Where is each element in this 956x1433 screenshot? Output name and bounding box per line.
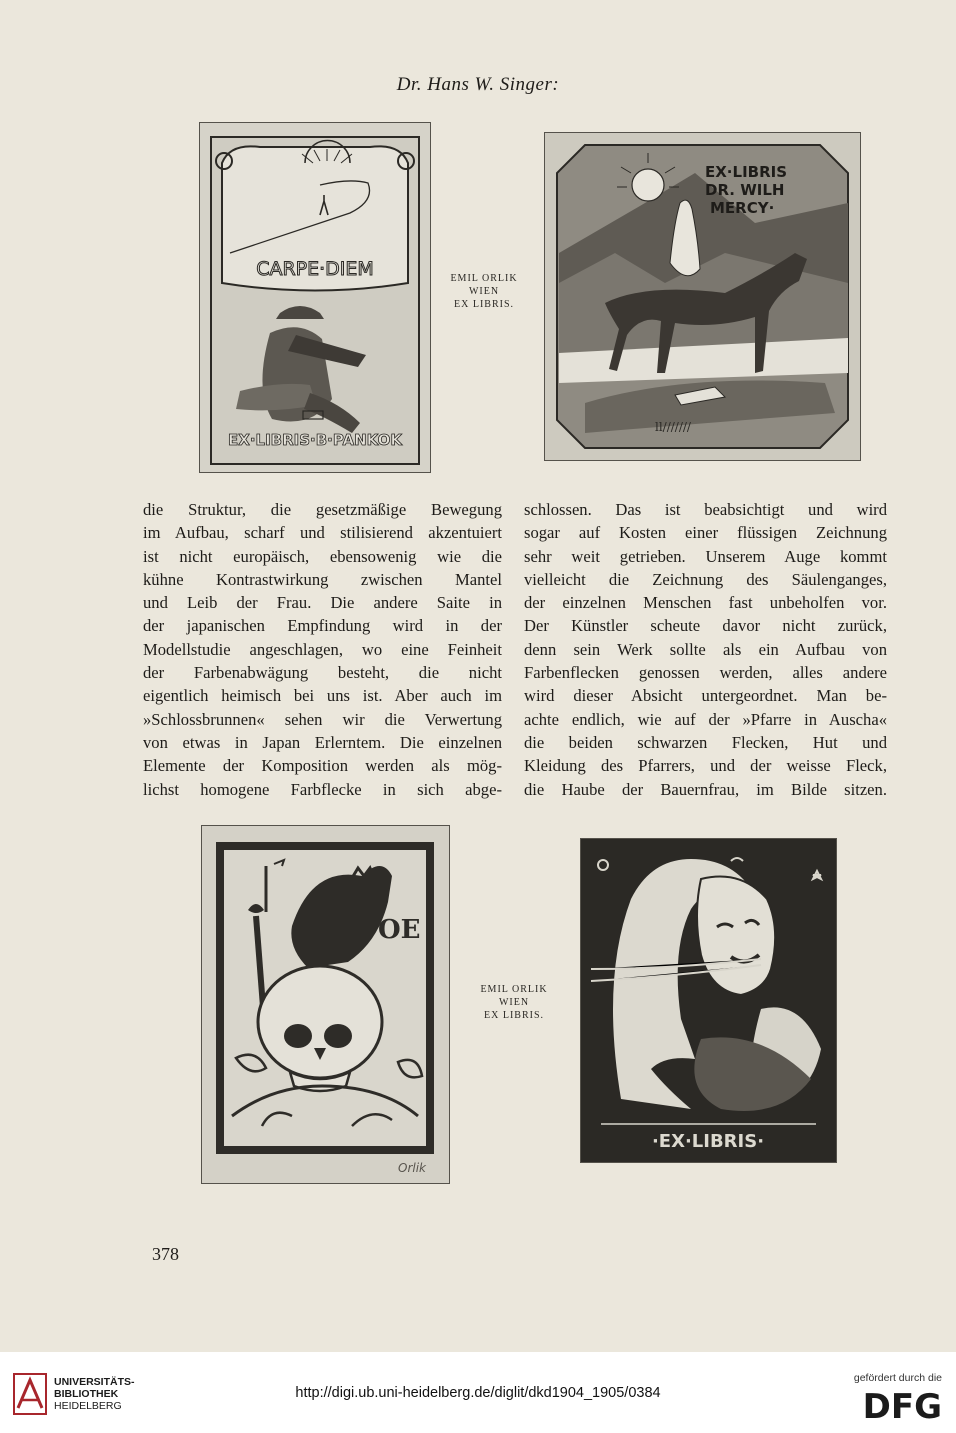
text-line: ist nicht europäisch, ebensowenig wie die [143,546,502,566]
text-line: von etwas in Japan Erlerntem. Die einzelnen [143,732,502,752]
bookplate-skull-signature: Orlik [398,1161,426,1175]
text-line: und Leib der Frau. Die andere Saite in [143,593,502,613]
page-number: 378 [152,1244,179,1264]
text-line: eigentlich heimisch bei uns ist. Aber auch im [143,686,502,706]
text-line: schlossen. Das ist beabsichtigt und wird [524,500,887,519]
bookplate-mercy [544,132,861,461]
text-line: »Schlossbrunnen« sehen wir die Verwertung [143,709,502,729]
text-line: sehr weit getrieben. Unserem Auge kommt [524,546,887,566]
dfg-logo-icon[interactable] [846,1388,942,1422]
bookplate-mercy-line-1: EX·LIBRIS [705,163,788,181]
bookplate-skull-illustration [202,826,449,1183]
bookplate-m [580,838,837,1163]
bookplate-skull-monogram: OE [378,915,421,945]
bookplate-pankok [199,122,431,473]
bookplate-pankok-illustration [200,123,430,472]
permalink-url[interactable]: http://digi.ub.uni-heidelberg.de/diglit/dkd1904_1905/0384 [295,1385,661,1401]
svg-text:ll///////: ll/////// [655,420,691,434]
text-line: der Farbenabwägung besteht, die nicht [143,663,502,683]
text-line: Elemente der Komposition werden als mög- [143,756,502,776]
text-line: im Aufbau, scharf und stilisierend akzentuiert [143,523,502,543]
text-line: die beiden schwarzen Flecken, Hut und [524,732,887,752]
text-line: vielleicht die Zeichnung des Säulenganges, [524,569,887,589]
funder-caption: gefördert durch die [853,1372,942,1384]
digitization-footer [0,1352,956,1433]
running-head: Dr. Hans W. Singer: [396,74,560,95]
text-line: wird dieser Absicht untergeordnet. Man be- [524,686,887,706]
caption-bottom: EMIL ORLIK WIEN EX LIBRIS. [480,984,548,1021]
text-line: achte endlich, wie auf der »Pfarre in Auscha« [524,709,887,729]
caption-top: EMIL ORLIK WIEN EX LIBRIS. [450,273,518,310]
text-line: Farbenflecken genossen werden, alles andere [524,663,887,683]
text-line: Kleidung des Pfarrers, und der weisse Fleck, [524,756,887,776]
body-column-left [143,498,502,801]
text-line: die Haube der Bauernfrau, im Bilde sitzen. [524,779,887,799]
text-line: der einzelnen Menschen fast unbeholfen vor. [524,593,887,613]
text-line: die Struktur, die gesetzmäßige Bewegung [143,500,502,519]
bookplate-mercy-line-2: DR. WILH [705,181,785,199]
bookplate-pankok-banner: CARPE·DIEM [256,258,374,280]
bookplate-m-inscription: ·EX·LIBRIS· [651,1131,765,1152]
body-column-right [524,498,887,801]
text-line: lichst homogene Farbflecke in sich abge- [143,779,502,799]
text-line: der japanischen Empfindung wird in der [143,616,502,636]
text-line: sogar auf Kosten einer flüssigen Zeichnung [524,523,887,543]
library-name[interactable]: UNIVERSITÄTS- BIBLIOTHEK HEIDELBERG [54,1376,135,1412]
bookplate-skull [201,825,450,1184]
text-line: denn sein Werk sollte als ein Aufbau von [524,639,887,659]
bookplate-pankok-inscription: EX·LIBRIS·B·PANKOK [228,431,402,449]
text-line: Der Künstler scheute davor nicht zurück, [524,616,887,636]
bookplate-mercy-illustration [545,133,860,460]
text-line: Modellstudie angeschlagen, wo eine Feinheit [143,639,502,659]
bookplate-m-illustration [581,839,836,1162]
dfg-logo-text: DFG [862,1388,942,1422]
bookplate-mercy-line-3: MERCY· [710,199,775,217]
text-line: kühne Kontrastwirkung zwischen Mantel [143,569,502,589]
